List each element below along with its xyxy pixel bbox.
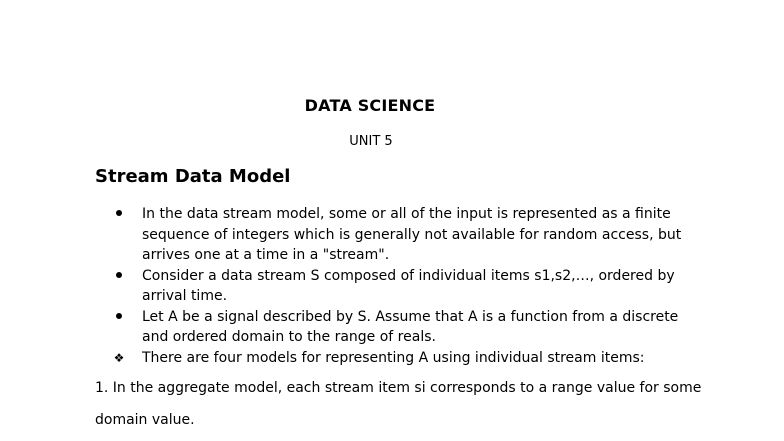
list-item — [112, 204, 702, 266]
section-heading: Stream Data Model — [95, 166, 291, 187]
bullet-icon — [112, 204, 126, 225]
bullet-text: There are four models for representing A using individual stream items: — [142, 349, 645, 366]
list-item — [112, 348, 702, 369]
diamond-bullet-icon: ❖ — [113, 350, 125, 365]
paragraph-line: 1. In the aggregate model, each stream item si corresponds to a range value for some — [95, 380, 702, 396]
bullet-icon — [112, 307, 126, 328]
bullet-list — [112, 204, 702, 368]
bullet-text: In the data stream model, some or all of the input is represented as a finite sequence of integers which is generally not available for random access, but arrives one at a time in a "stream". — [142, 206, 682, 263]
paragraph-line: domain value. — [95, 412, 195, 428]
bullet-icon — [112, 266, 126, 287]
list-item — [112, 266, 702, 307]
bullet-text: Let A be a signal described by S. Assume that A is a function from a discrete and ordered domain to the range of reals. — [142, 308, 679, 345]
list-item — [112, 307, 702, 348]
document-title: DATA SCIENCE — [304, 96, 436, 115]
bullet-text: Consider a data stream S composed of individual items s1,s2,…, ordered by arrival time. — [142, 267, 675, 304]
unit-label: UNIT 5 — [349, 134, 393, 149]
